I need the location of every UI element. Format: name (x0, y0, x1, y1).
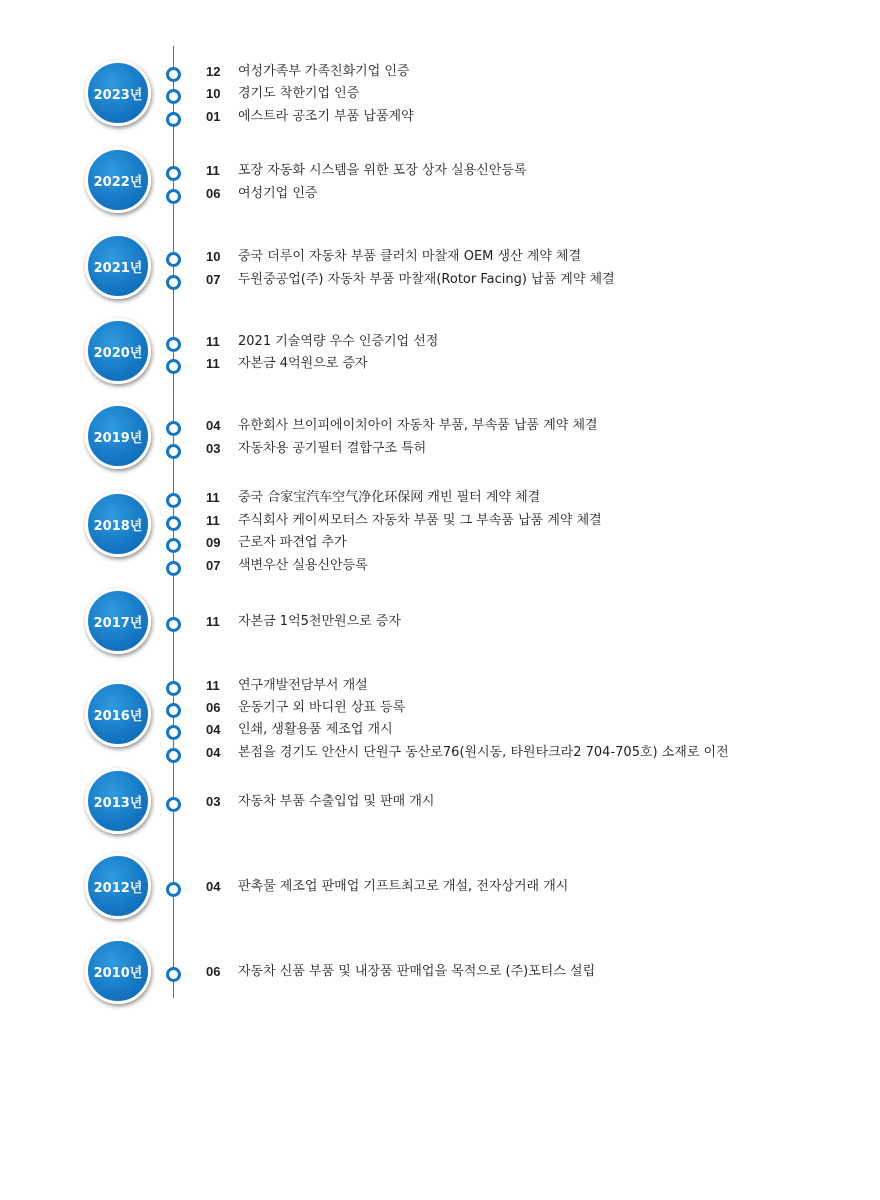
entry-description: 자동차 신품 부품 및 내장품 판매업을 목적으로 (주)포티스 설립 (238, 964, 596, 979)
entry-month: 06 (206, 186, 221, 201)
entry-description: 중국 더루이 자동차 부품 클러치 마찰재 OEM 생산 계약 체결 (238, 249, 582, 264)
year-badge: 2019년 (85, 403, 151, 469)
year-badge: 2012년 (85, 853, 151, 919)
timeline-dot-icon (166, 882, 181, 897)
timeline-dot-icon (166, 561, 181, 576)
entry-month: 01 (206, 109, 221, 124)
entry-description: 경기도 착한기업 인증 (238, 86, 360, 101)
year-badge: 2022년 (85, 147, 151, 213)
entry-month: 11 (206, 356, 220, 371)
entry-description: 판촉물 제조업 판매업 기프트최고로 개설, 전자상거래 개시 (238, 879, 569, 894)
timeline-dot-icon (166, 967, 181, 982)
year-badge: 2018년 (85, 491, 151, 557)
entry-description: 인쇄, 생활용품 제조업 개시 (238, 722, 393, 737)
entry-month: 03 (206, 794, 221, 809)
entry-description: 본점을 경기도 안산시 단원구 동산로76(원시동, 타원타크라2 704-705호) 소재로 이전 (238, 745, 729, 760)
timeline-dot-icon (166, 359, 181, 374)
timeline-dot-icon (166, 748, 181, 763)
entry-month: 04 (206, 879, 221, 894)
timeline-dot-icon (166, 725, 181, 740)
timeline-dot-icon (166, 493, 181, 508)
entry-month: 07 (206, 272, 221, 287)
timeline-dot-icon (166, 166, 181, 181)
entry-description: 근로자 파견업 추가 (238, 535, 347, 550)
timeline-dot-icon (166, 797, 181, 812)
entry-description: 여성기업 인증 (238, 186, 318, 201)
timeline-dot-icon (166, 337, 181, 352)
timeline-dot-icon (166, 112, 181, 127)
entry-month: 06 (206, 964, 221, 979)
entry-description: 포장 자동화 시스템을 위한 포장 상자 실용신안등록 (238, 163, 527, 178)
entry-description: 여성가족부 가족친화기업 인증 (238, 64, 410, 79)
entry-month: 11 (206, 614, 220, 629)
timeline-dot-icon (166, 189, 181, 204)
entry-month: 10 (206, 86, 221, 101)
entry-month: 09 (206, 535, 221, 550)
timeline-dot-icon (166, 516, 181, 531)
year-badge: 2013년 (85, 768, 151, 834)
year-badge: 2016년 (85, 681, 151, 747)
entry-month: 07 (206, 558, 221, 573)
year-badge: 2021년 (85, 233, 151, 299)
timeline-dot-icon (166, 444, 181, 459)
entry-description: 유한회사 브이피에이치아이 자동차 부품, 부속품 납품 계약 체결 (238, 418, 598, 433)
entry-description: 주식회사 케이씨모터스 자동차 부품 및 그 부속품 납품 계약 체결 (238, 513, 602, 528)
entry-description: 중국 合家宝汽车空气净化环保网 캐빈 필터 계약 체결 (238, 490, 541, 505)
year-badge: 2017년 (85, 588, 151, 654)
entry-description: 자동차 부품 수출입업 및 판매 개시 (238, 794, 435, 809)
entry-description: 색변우산 실용신안등록 (238, 558, 368, 573)
timeline-dot-icon (166, 538, 181, 553)
entry-month: 11 (206, 678, 220, 693)
timeline-dot-icon (166, 275, 181, 290)
timeline-dot-icon (166, 421, 181, 436)
entry-month: 04 (206, 722, 221, 737)
entry-month: 03 (206, 441, 221, 456)
entry-month: 11 (206, 334, 220, 349)
entry-month: 11 (206, 490, 220, 505)
timeline-dot-icon (166, 681, 181, 696)
entry-description: 자본금 4억원으로 증자 (238, 356, 368, 371)
entry-month: 11 (206, 513, 220, 528)
entry-description: 자동차용 공기필터 결합구조 특허 (238, 441, 427, 456)
entry-description: 에스트라 공조기 부품 납품계약 (238, 109, 414, 124)
entry-month: 10 (206, 249, 221, 264)
entry-description: 자본금 1억5천만원으로 증자 (238, 614, 401, 629)
timeline-dot-icon (166, 617, 181, 632)
timeline-dot-icon (166, 67, 181, 82)
year-badge: 2020년 (85, 318, 151, 384)
entry-month: 06 (206, 700, 221, 715)
entry-month: 04 (206, 745, 221, 760)
timeline-dot-icon (166, 703, 181, 718)
entry-month: 12 (206, 64, 221, 79)
timeline-dot-icon (166, 252, 181, 267)
entry-month: 04 (206, 418, 221, 433)
year-badge: 2023년 (85, 60, 151, 126)
entry-description: 두원중공업(주) 자동차 부품 마찰재(Rotor Facing) 납품 계약 체결 (238, 272, 615, 287)
year-badge: 2010년 (85, 938, 151, 1004)
entry-description: 운동기구 외 바디윈 상표 등록 (238, 700, 406, 715)
entry-description: 연구개발전담부서 개설 (238, 678, 368, 693)
entry-description: 2021 기술역량 우수 인증기업 선정 (238, 334, 439, 349)
timeline-dot-icon (166, 89, 181, 104)
entry-month: 11 (206, 163, 220, 178)
